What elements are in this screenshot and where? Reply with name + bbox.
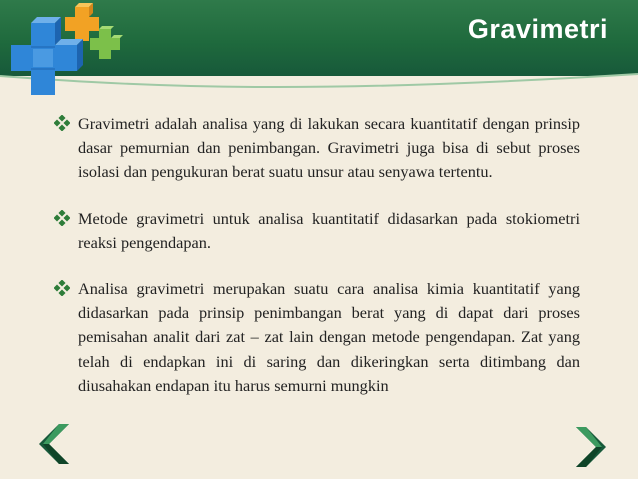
chevron-right-icon[interactable] — [568, 423, 616, 471]
list-item — [54, 277, 580, 398]
chevron-left-icon[interactable] — [29, 420, 77, 468]
diamond-bullet-icon — [54, 280, 70, 296]
bullet-list — [54, 112, 580, 420]
slide-title: Gravimetri — [467, 14, 608, 44]
bullet-text: Metode gravimetri untuk analisa kuantitatif didasarkan pada stokiometri reaksi pengendapan. — [78, 208, 580, 252]
diamond-bullet-icon — [54, 210, 70, 226]
list-item — [54, 112, 580, 185]
bullet-text: Analisa gravimetri merupakan suatu cara analisa kimia kuantitatif yang didasarkan pada prinsip penimbangan berat yang di dapat dari proses pemisahan analit dari zat – zat lain dengan metode pengendapan. Zat yang telah di endapkan ini di saring dan dikeringkan serta ditimbang dan diusahakan endapan itu harus semurni mungkin — [78, 279, 580, 395]
cubes-logo — [5, 3, 130, 103]
list-item — [54, 207, 580, 255]
bullet-text: Gravimetri adalah analisa yang di lakukan secara kuantitatif dengan prinsip dasar pemurnian dan penimbangan. Gravimetri juga bisa di sebut proses isolasi dan pengukuran berat suatu unsur atau senyawa tertentu. — [78, 114, 580, 182]
diamond-bullet-icon — [54, 115, 70, 131]
